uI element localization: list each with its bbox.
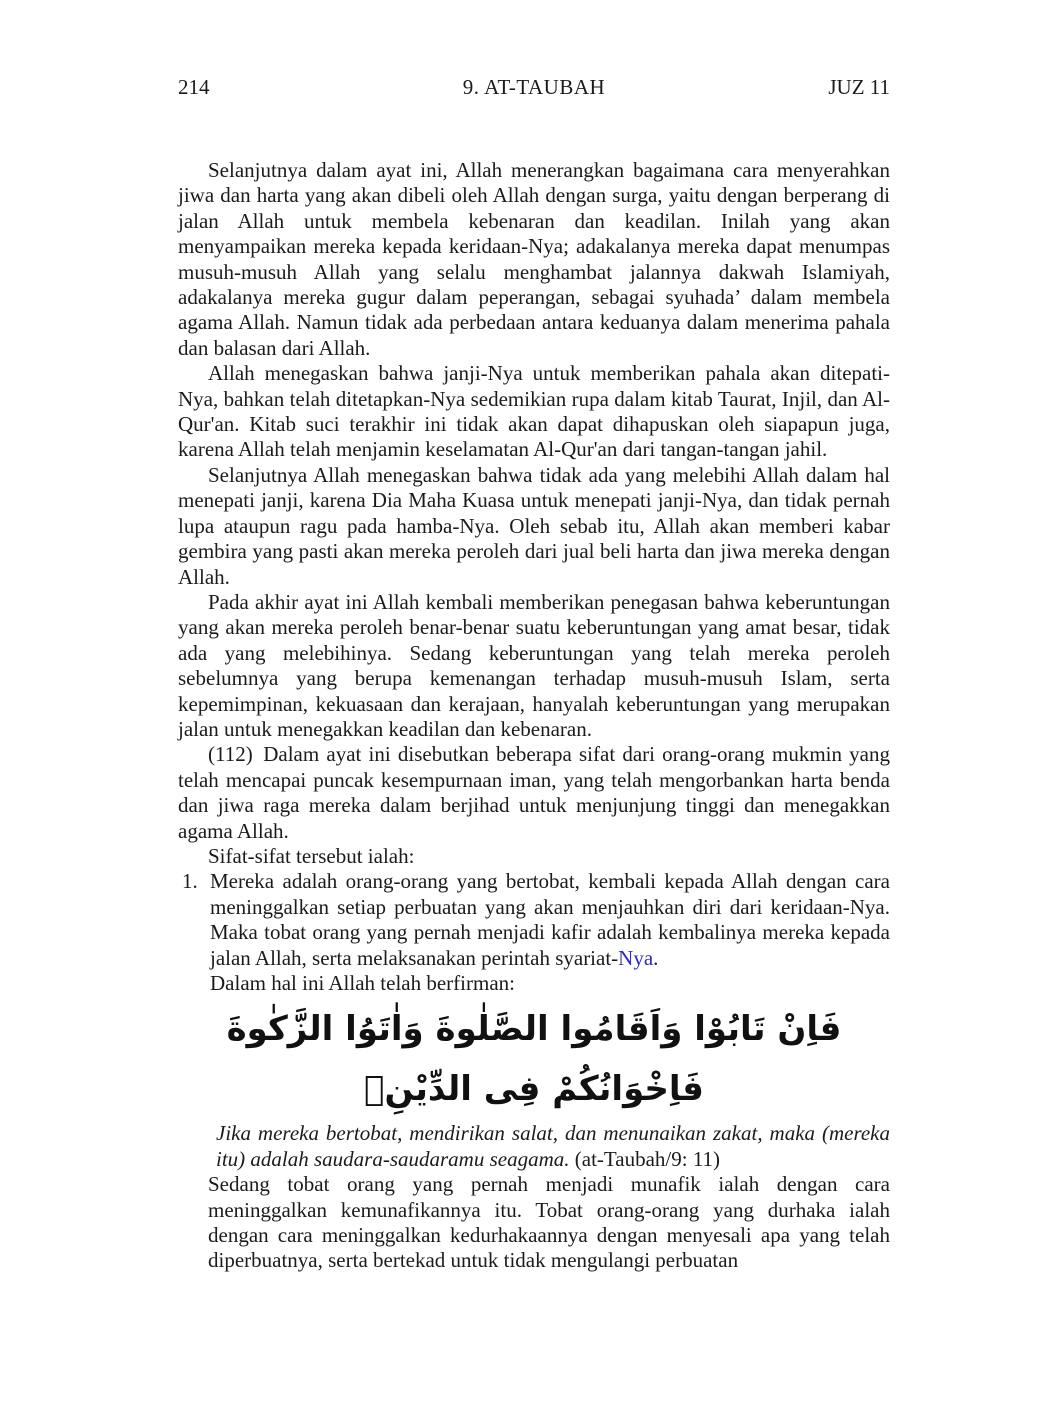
paragraph-1: Selanjutnya dalam ayat ini, Allah menerangkan bagaimana cara menyerahkan jiwa dan harta yang akan dibeli oleh Allah dengan surga, yaitu dengan berperang di jalan Allah untuk membela kebenaran dan keadilan. Inilah yang akan menyampaikan mereka kepada keridaan-Nya; adakalanya mereka dapat menumpas musuh-musuh Allah yang selalu menghambat jalannya dakwah Islamiyah, adakalanya mereka gugur dalam peperangan, sebagai syuhada’ dalam membela agama Allah. Namun tidak ada perbedaan antara keduanya dalam menerima pahala dan balasan dari Allah. [178,158,890,360]
page-header [178,74,890,100]
paragraph-4: Pada akhir ayat ini Allah kembali memberikan penegasan bahwa keberuntungan yang akan mereka peroleh benar-benar suatu keberuntungan yang amat besar, tidak ada yang melebihinya. Sedang keberuntungan yang telah mereka peroleh sebelumnya yang berupa kemenangan terhadap musuh-musuh Islam, serta kepemimpinan, kekuasaan dan kerajaan, hanyalah keberuntungan yang merupakan jalan untuk menegakkan keadilan dan kebenaran. [178,589,890,741]
list-item-text-end: . [653,945,659,970]
numbered-list-item-1 [178,869,890,971]
translation-italic-text: Jika mereka bertobat, mendirikan salat, dan menunaikan zakat, maka (mereka itu) adalah saudara-saudaramu seagama. [216,1121,890,1171]
page-number: 214 [178,75,210,99]
arabic-verse: فَاِنْ تَابُوْا وَاَقَامُوا الصَّلٰوةَ وَاٰتَوُا الزَّكٰوةَ فَاِخْوَانُكُمْ فِى الدِّيْنِۗ [226,1009,842,1110]
paragraph-2: Allah menegaskan bahwa janji-Nya untuk memberikan pahala akan ditepati-Nya, bahkan telah ditetapkan-Nya sedemikian rupa dalam kitab Taurat, Injil, dan Al-Qur'an. Kitab suci terakhir ini tidak akan dapat dihapuskan oleh siapapun juga, karena Allah telah menjamin keselamatan Al-Qur'an dari tangan-tangan jahil. [178,361,890,462]
chapter-title: 9. AT-TAUBAH [462,75,606,99]
nya-link[interactable]: Nya [618,945,654,970]
verse-citation: (at-Taubah/9: 11) [569,1146,721,1171]
paragraph-3: Selanjutnya Allah menegaskan bahwa tidak ada yang melebihi Allah dalam hal menepati janji, karena Dia Maha Kuasa untuk menepati janji-Nya, dan tidak pernah lupa ataupun ragu pada hamba-Nya. Oleh sebab itu, Allah akan memberi kabar gembira yang pasti akan mereka peroleh dari jual beli harta dan jiwa mereka dengan Allah. [178,462,890,589]
closing-paragraph: Sedang tobat orang yang pernah menjadi munafik ialah dengan cara meninggalkan kemunafikannya itu. Tobat orang-orang yang durhaka ialah dengan cara meninggalkan kedurhakaannya dengan menyesali apa yang telah diperbuatnya, serta bertekad untuk tidak mengulangi perbuatan [208,1172,890,1273]
firman-intro-line: Dalam hal ini Allah telah berfirman: [210,971,515,995]
list-item-text: Mereka adalah orang-orang yang bertobat, kembali kepada Allah dengan cara meninggalkan setiap perbuatan yang akan menjauhkan diri dari keridaan-Nya. Maka tobat orang yang pernah menjadi kafir adalah kembalinya mereka kepada jalan Allah, serta melaksanakan perintah syariat- [210,869,890,970]
list-item-number: 1. [182,869,198,894]
juz-label: JUZ 11 [828,75,890,99]
sifat-intro-line: Sifat-sifat tersebut ialah: [208,843,415,868]
verse-translation [216,1121,890,1172]
body-text-column [178,158,890,1274]
paragraph-5: (112) Dalam ayat ini disebutkan beberapa sifat dari orang-orang mukmin yang telah mencapai puncak kesempurnaan iman, yang telah mengorbankan harta benda dan jiwa raga mereka dalam berjihad untuk menjunjung tinggi dan menegakkan agama Allah. [178,742,890,843]
